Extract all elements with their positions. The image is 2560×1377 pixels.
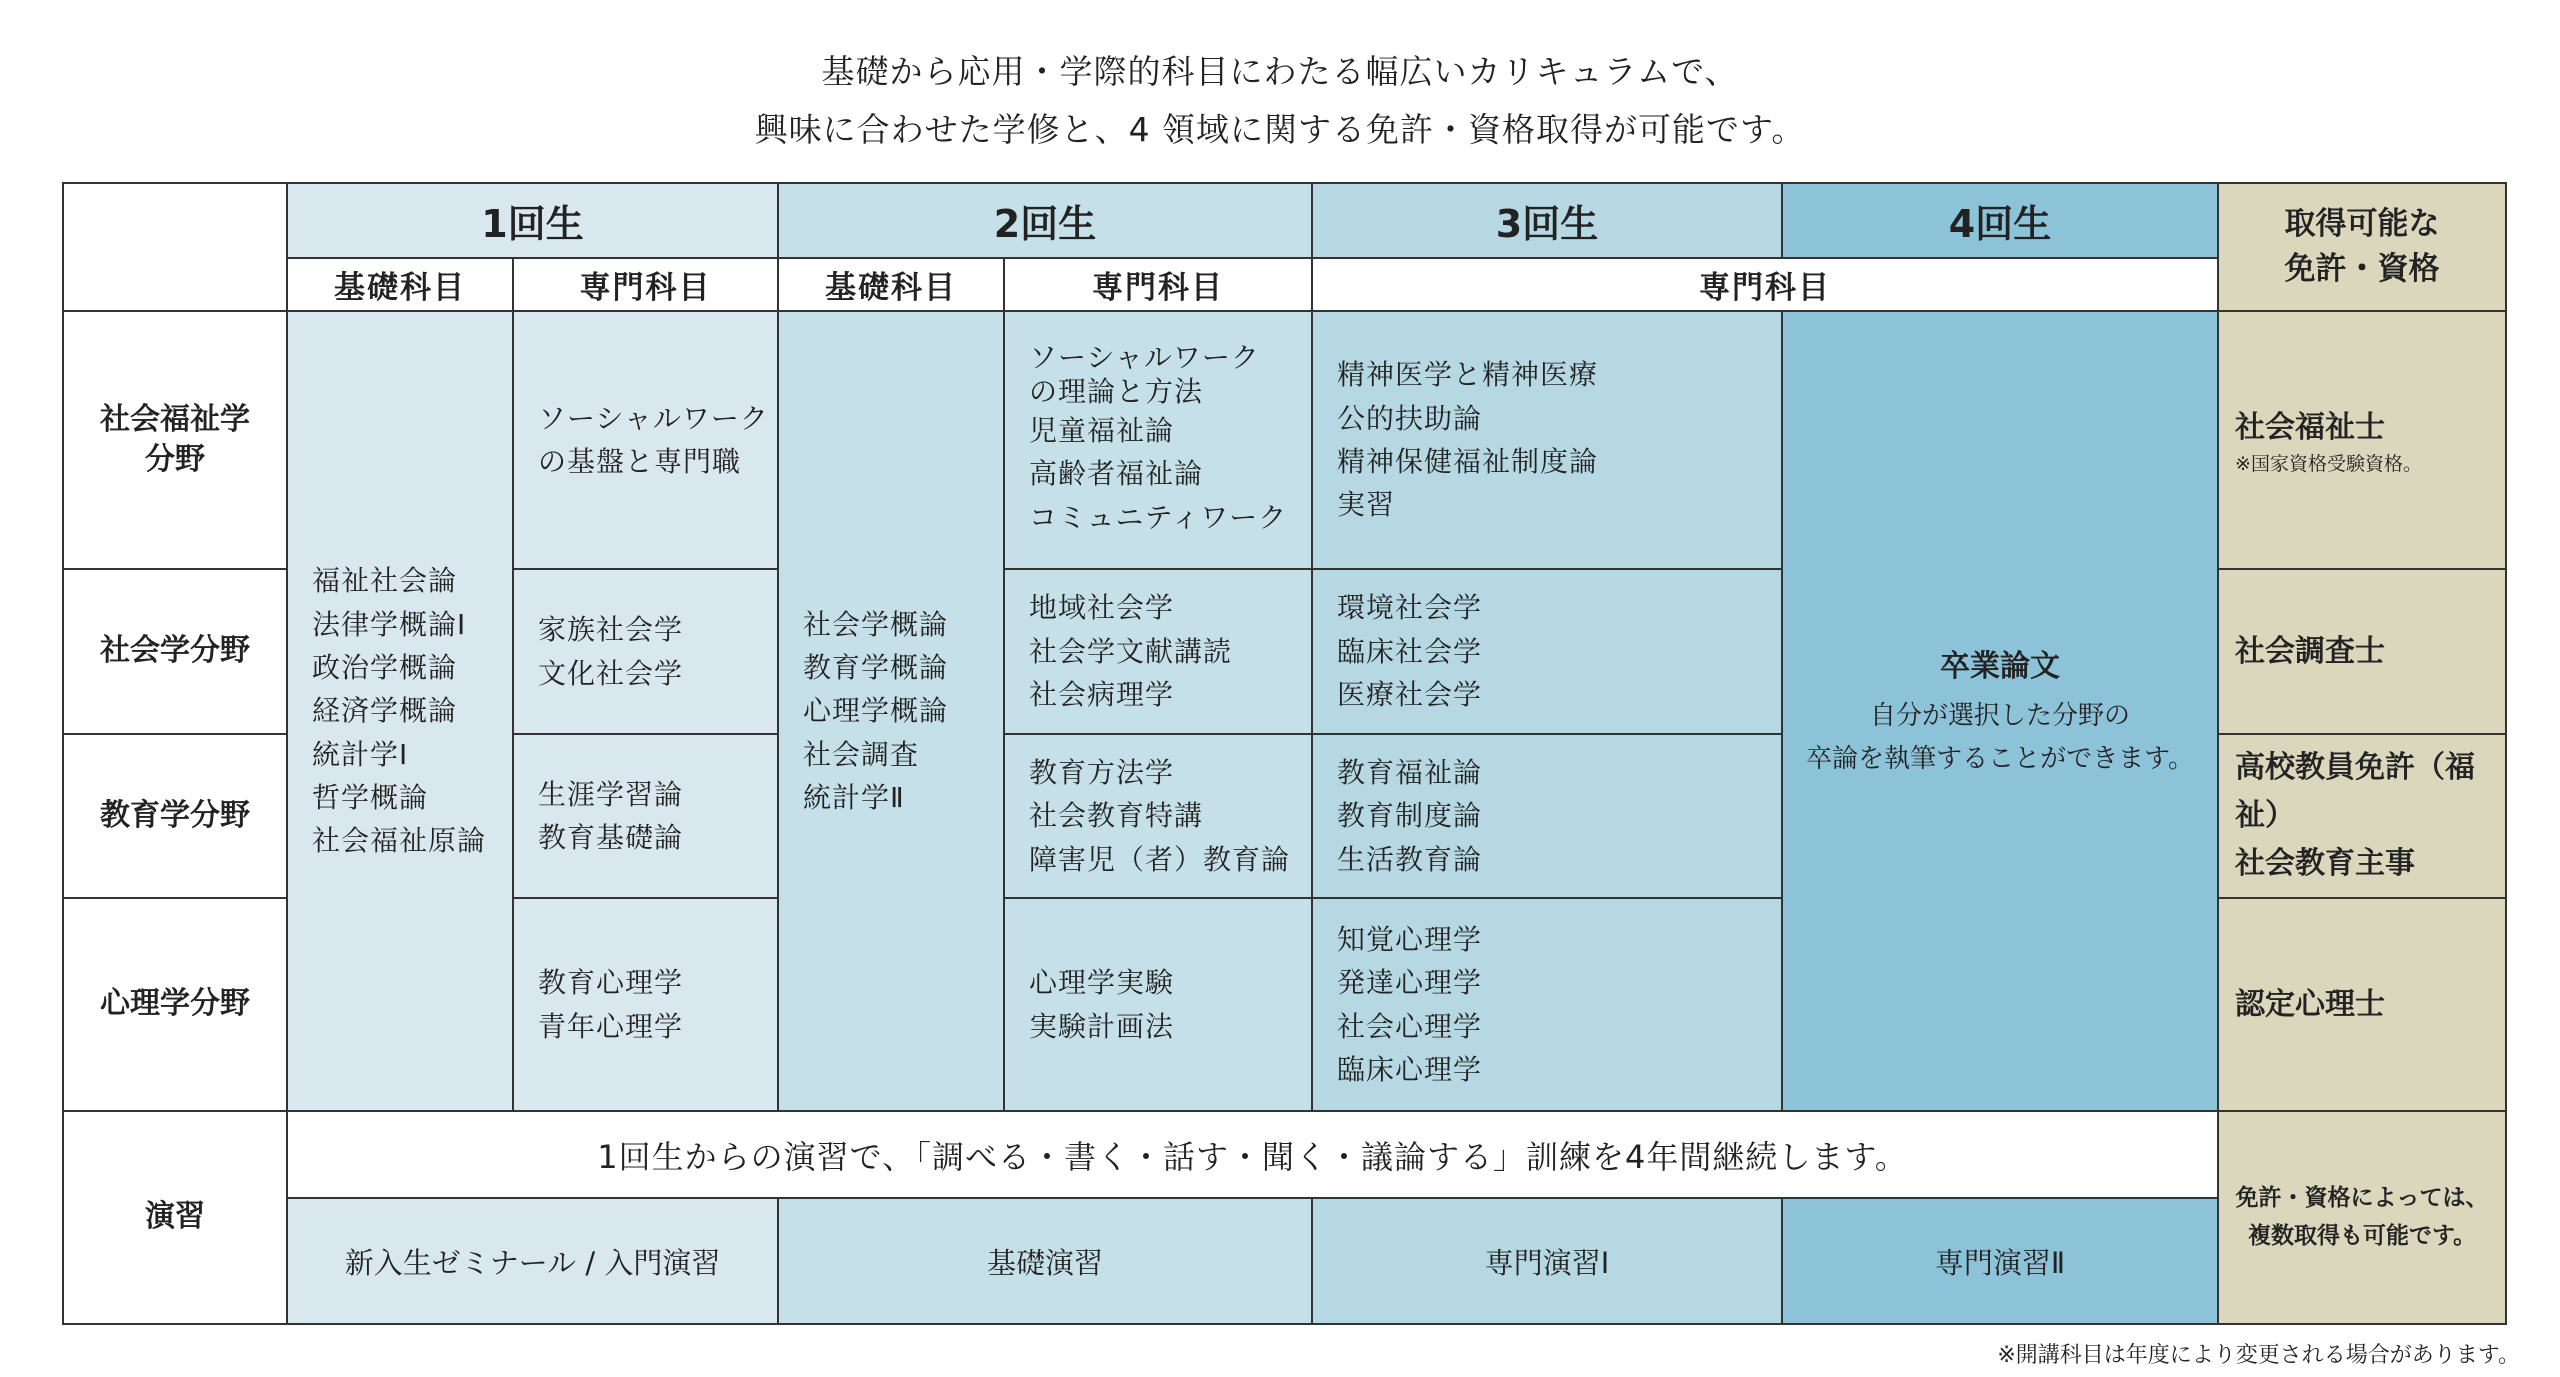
y1-senmon-psychology: [513, 898, 778, 1111]
subheader-y2-kiso: 基礎科目: [778, 258, 1004, 311]
subheader-y2-senmon: 専門科目: [1004, 258, 1312, 311]
list-item: 地域社会学: [1029, 591, 1175, 625]
list-item: 心理学概論: [803, 694, 949, 728]
year-header-2: 2回生: [778, 183, 1312, 258]
license-header-line-2: 免許・資格: [2284, 251, 2440, 287]
list-item: 教育学概論: [803, 650, 949, 684]
list-item: 社会教育特講: [1029, 799, 1204, 833]
list-item: 発達心理学: [1337, 966, 1483, 1000]
list-item: 環境社会学: [1337, 591, 1483, 625]
year-header-3: 3回生: [1312, 183, 1782, 258]
y2-senmon-sociology: [1004, 569, 1312, 734]
list-item: 教育福祉論: [1337, 755, 1483, 789]
field-welfare-line-1: 社会福祉学: [100, 401, 250, 437]
list-item: 高齢者福祉論: [1029, 457, 1204, 491]
seminar-year1: 新入生ゼミナール / 入門演習: [287, 1198, 778, 1324]
list-item: 障害児（者）教育論: [1029, 842, 1291, 876]
list-item: 心理学実験: [1029, 966, 1175, 1000]
list-item: 法律学概論Ⅰ: [312, 607, 467, 641]
year-header-1: 1回生: [287, 183, 778, 258]
seminar-year3: 専門演習Ⅰ: [1312, 1198, 1782, 1324]
y3-sociology: [1312, 569, 1782, 734]
list-item: 哲学概論: [312, 781, 429, 815]
list-item: 臨床社会学: [1337, 634, 1483, 668]
list-item: 精神保健福祉制度論: [1337, 445, 1599, 478]
license-header: [2218, 183, 2506, 311]
seminar-year4: 専門演習Ⅱ: [1782, 1198, 2218, 1324]
intro-line-2: 興味に合わせた学修と、4 領域に関する免許・資格取得が可能です。: [754, 110, 1806, 149]
intro-line-1: 基礎から応用・学際的科目にわたる幅広いカリキュラムで、: [821, 52, 1739, 91]
year-header-4: 4回生: [1782, 183, 2218, 258]
list-item: 教育制度論: [1337, 799, 1483, 833]
footnote: ※開講科目は年度により変更される場合があります。: [1997, 1343, 2520, 1368]
subheader-y1-kiso: 基礎科目: [287, 258, 513, 311]
y1-senmon-sociology: [513, 569, 778, 734]
thesis-desc-line-2: 卒論を執筆することができます。: [1806, 744, 2194, 774]
list-item: 実験計画法: [1029, 1009, 1175, 1043]
list-item: 教育心理学: [538, 966, 684, 1000]
list-item: ソーシャルワーク: [1029, 340, 1260, 374]
curriculum-table: [62, 182, 2507, 1325]
list-item: コミュニティワーク: [1029, 500, 1288, 534]
license-multiple-note: [2218, 1111, 2506, 1324]
y2-kiso-cell: [778, 311, 1004, 1111]
license-education: [2218, 734, 2506, 898]
subheader-y34-senmon: 専門科目: [1312, 258, 2218, 311]
list-item: の基盤と専門職: [538, 445, 742, 478]
license-psychology: 認定心理士: [2218, 898, 2506, 1111]
license-welfare-note: ※国家資格受験資格。: [2235, 452, 2422, 475]
subheader-y1-senmon: 専門科目: [513, 258, 778, 311]
list-item: 社会学文献講読: [1029, 634, 1233, 668]
license-multiple-line-1: 免許・資格によっては、: [2235, 1184, 2489, 1211]
list-item: 精神医学と精神医療: [1337, 358, 1599, 392]
list-item: 社会調査: [803, 737, 920, 771]
list-item: 社会学概論: [803, 607, 949, 641]
list-item: 政治学概論: [312, 650, 458, 684]
license-education-line-2: 社会教育主事: [2235, 846, 2416, 881]
y2-senmon-psychology: [1004, 898, 1312, 1111]
y3-welfare: [1312, 311, 1782, 569]
y2-senmon-education: [1004, 734, 1312, 898]
list-item: 文化社会学: [538, 656, 684, 690]
y4-thesis-cell: [1782, 311, 2218, 1111]
thesis-title: 卒業論文: [1940, 649, 2061, 685]
list-item: 臨床心理学: [1337, 1052, 1483, 1086]
list-item: の理論と方法: [1029, 374, 1204, 408]
y2-senmon-welfare: [1004, 311, 1312, 569]
list-item: 児童福祉論: [1029, 414, 1175, 448]
y3-education: [1312, 734, 1782, 898]
list-item: 社会病理学: [1029, 678, 1175, 712]
thesis-desc-line-1: 自分が選択した分野の: [1870, 701, 2131, 732]
field-education: 教育学分野: [63, 734, 287, 898]
list-item: 生活教育論: [1337, 842, 1483, 876]
list-item: 福祉社会論: [312, 564, 458, 598]
list-item: 経済学概論: [312, 694, 458, 728]
list-item: 社会福祉原論: [312, 824, 487, 858]
license-header-line-1: 取得可能な: [2284, 206, 2440, 243]
field-psychology: 心理学分野: [63, 898, 287, 1111]
list-item: 公的扶助論: [1337, 401, 1483, 435]
y1-kiso-cell: [287, 311, 513, 1111]
list-item: 医療社会学: [1337, 678, 1483, 712]
list-item: 統計学Ⅰ: [312, 737, 409, 771]
list-item: 青年心理学: [538, 1009, 684, 1043]
field-welfare-line-2: 分野: [145, 442, 205, 477]
seminar-description: 1回生からの演習で、「調べる・書く・話す・聞く・議論する」訓練を4年間継続します。: [287, 1111, 2218, 1198]
list-item: 社会心理学: [1337, 1009, 1483, 1043]
list-item: 教育方法学: [1029, 755, 1175, 789]
corner-cell: [63, 183, 287, 311]
field-welfare: [63, 311, 287, 569]
field-sociology: 社会学分野: [63, 569, 287, 734]
license-sociology: 社会調査士: [2218, 569, 2506, 734]
seminar-year2: 基礎演習: [778, 1198, 1312, 1324]
license-education-line-1: 高校教員免許（福祉）: [2235, 750, 2476, 833]
list-item: 教育基礎論: [538, 821, 684, 854]
license-welfare-name: 社会福祉士: [2235, 409, 2386, 445]
list-item: ソーシャルワーク: [538, 401, 769, 435]
license-welfare: [2218, 311, 2506, 569]
list-item: 生涯学習論: [538, 777, 684, 811]
y3-psychology: [1312, 898, 1782, 1111]
field-seminar: 演習: [63, 1111, 287, 1324]
y1-senmon-education: [513, 734, 778, 898]
list-item: 家族社会学: [538, 613, 684, 647]
license-multiple-line-2: 複数取得も可能です。: [2247, 1222, 2477, 1249]
list-item: 実習: [1337, 488, 1396, 522]
y1-senmon-welfare: [513, 311, 778, 569]
list-item: 知覚心理学: [1337, 922, 1483, 956]
list-item: 統計学Ⅱ: [803, 781, 905, 815]
